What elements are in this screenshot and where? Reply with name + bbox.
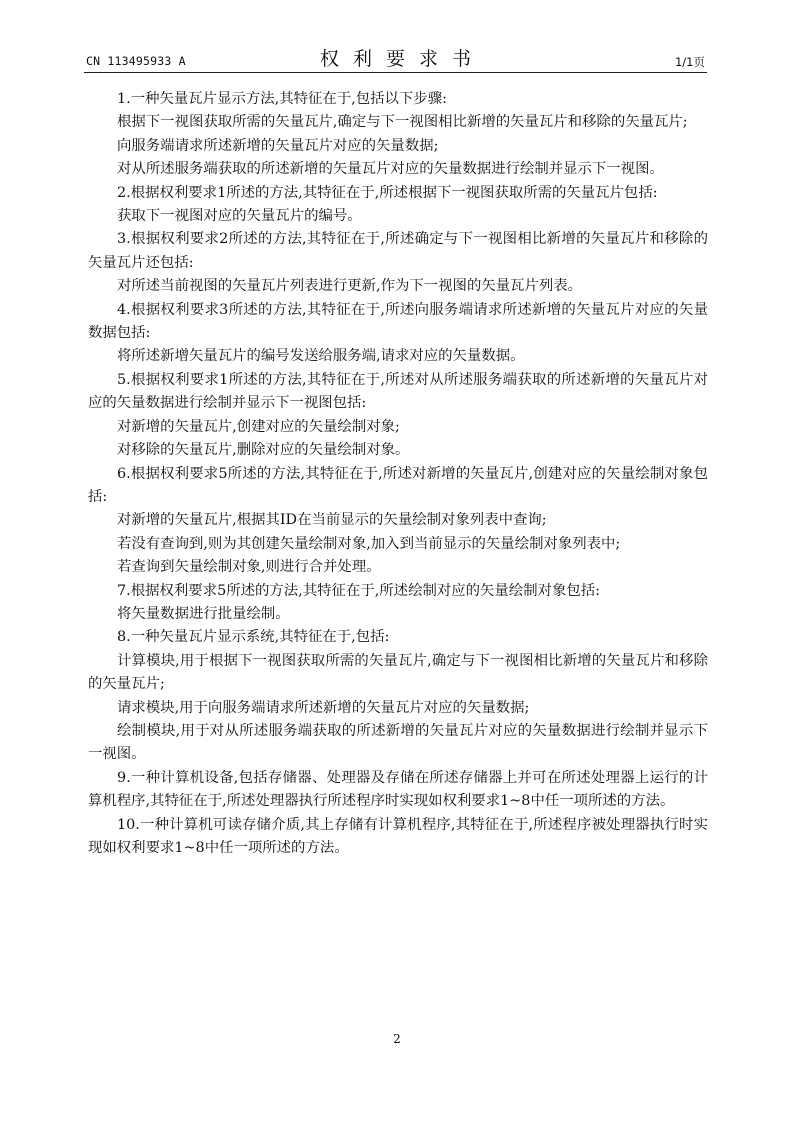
claim-paragraph: 计算模块,用于根据下一视图获取所需的矢量瓦片,确定与下一视图相比新增的矢量瓦片和移除的矢量瓦片; (88, 652, 708, 693)
claim-paragraph: 对所述当前视图的矢量瓦片列表进行更新,作为下一视图的矢量瓦片列表。 (117, 278, 583, 295)
claim-paragraph: 若没有查询到,则为其创建矢量绘制对象,加入到当前显示的矢量绘制对象列表中; (117, 535, 621, 552)
claim-paragraph: 请求模块,用于向服务端请求所述新增的矢量瓦片对应的矢量数据; (117, 699, 530, 716)
header-divider (84, 72, 707, 73)
claim-paragraph: 绘制模块,用于对从所述服务端获取的所述新增的矢量瓦片对应的矢量数据进行绘制并显示下一视图。 (88, 722, 708, 763)
claim-paragraph: 对移除的矢量瓦片,删除对应的矢量绘制对象。 (117, 442, 410, 459)
claim-paragraph: 将所述新增矢量瓦片的编号发送给服务端,请求对应的矢量数据。 (117, 348, 525, 365)
page-number: 2 (393, 1032, 401, 1046)
claim-paragraph: 向服务端请求所述新增的矢量瓦片对应的矢量数据; (117, 137, 439, 154)
page-info: 1/1页 (674, 55, 705, 69)
publication-number: CN 113495933 A (86, 54, 186, 68)
claim-paragraph: 5.根据权利要求1所述的方法,其特征在于,所述对从所述服务端获取的所述新增的矢量瓦片对应的矢量数据进行绘制并显示下一视图包括: (88, 371, 708, 412)
document-title: 权利要求书 (319, 48, 485, 70)
claim-paragraph: 6.根据权利要求5所述的方法,其特征在于,所述对新增的矢量瓦片,创建对应的矢量绘制对象包括: (88, 465, 708, 505)
claim-paragraph: 3.根据权利要求2所述的方法,其特征在于,所述确定与下一视图相比新增的矢量瓦片和移除的矢量瓦片还包括: (88, 231, 708, 271)
claim-paragraph: 将矢量数据进行批量绘制。 (117, 605, 290, 622)
page-header (84, 44, 707, 70)
claim-paragraph: 2.根据权利要求1所述的方法,其特征在于,所述根据下一视图获取所需的矢量瓦片包括: (117, 184, 658, 201)
claim-paragraph: 9.一种计算机设备,包括存储器、处理器及存储在所述存储器上并可在所述处理器上运行的计算机程序,其特征在于,所述处理器执行所述程序时实现如权利要求1~8中任一项所述的方法。 (88, 769, 708, 810)
claim-paragraph: 获取下一视图对应的矢量瓦片的编号。 (117, 208, 362, 225)
claim-paragraph: 对新增的矢量瓦片,创建对应的矢量绘制对象; (117, 418, 400, 435)
claim-paragraph: 对新增的矢量瓦片,根据其ID在当前显示的矢量绘制对象列表中查询; (117, 512, 547, 529)
claim-paragraph: 1.一种矢量瓦片显示方法,其特征在于,包括以下步骤: (117, 91, 447, 107)
claim-paragraph: 4.根据权利要求3所述的方法,其特征在于,所述向服务端请求所述新增的矢量瓦片对应的矢量数据包括: (88, 301, 708, 342)
claim-paragraph: 对从所述服务端获取的所述新增的矢量瓦片对应的矢量数据进行绘制并显示下一视图。 (117, 161, 664, 178)
claim-paragraph: 若查询到矢量绘制对象,则进行合并处理。 (117, 559, 381, 576)
claims-body (88, 88, 708, 860)
claim-paragraph: 根据下一视图获取所需的矢量瓦片,确定与下一视图相比新增的矢量瓦片和移除的矢量瓦片; (117, 114, 688, 131)
claim-paragraph: 10.一种计算机可读存储介质,其上存储有计算机程序,其特征在于,所述程序被处理器执行时实现如权利要求1~8中任一项所述的方法。 (88, 816, 708, 856)
claim-paragraph: 7.根据权利要求5所述的方法,其特征在于,所述绘制对应的矢量绘制对象包括: (117, 582, 600, 599)
claim-paragraph: 8.一种矢量瓦片显示系统,其特征在于,包括: (117, 629, 390, 646)
